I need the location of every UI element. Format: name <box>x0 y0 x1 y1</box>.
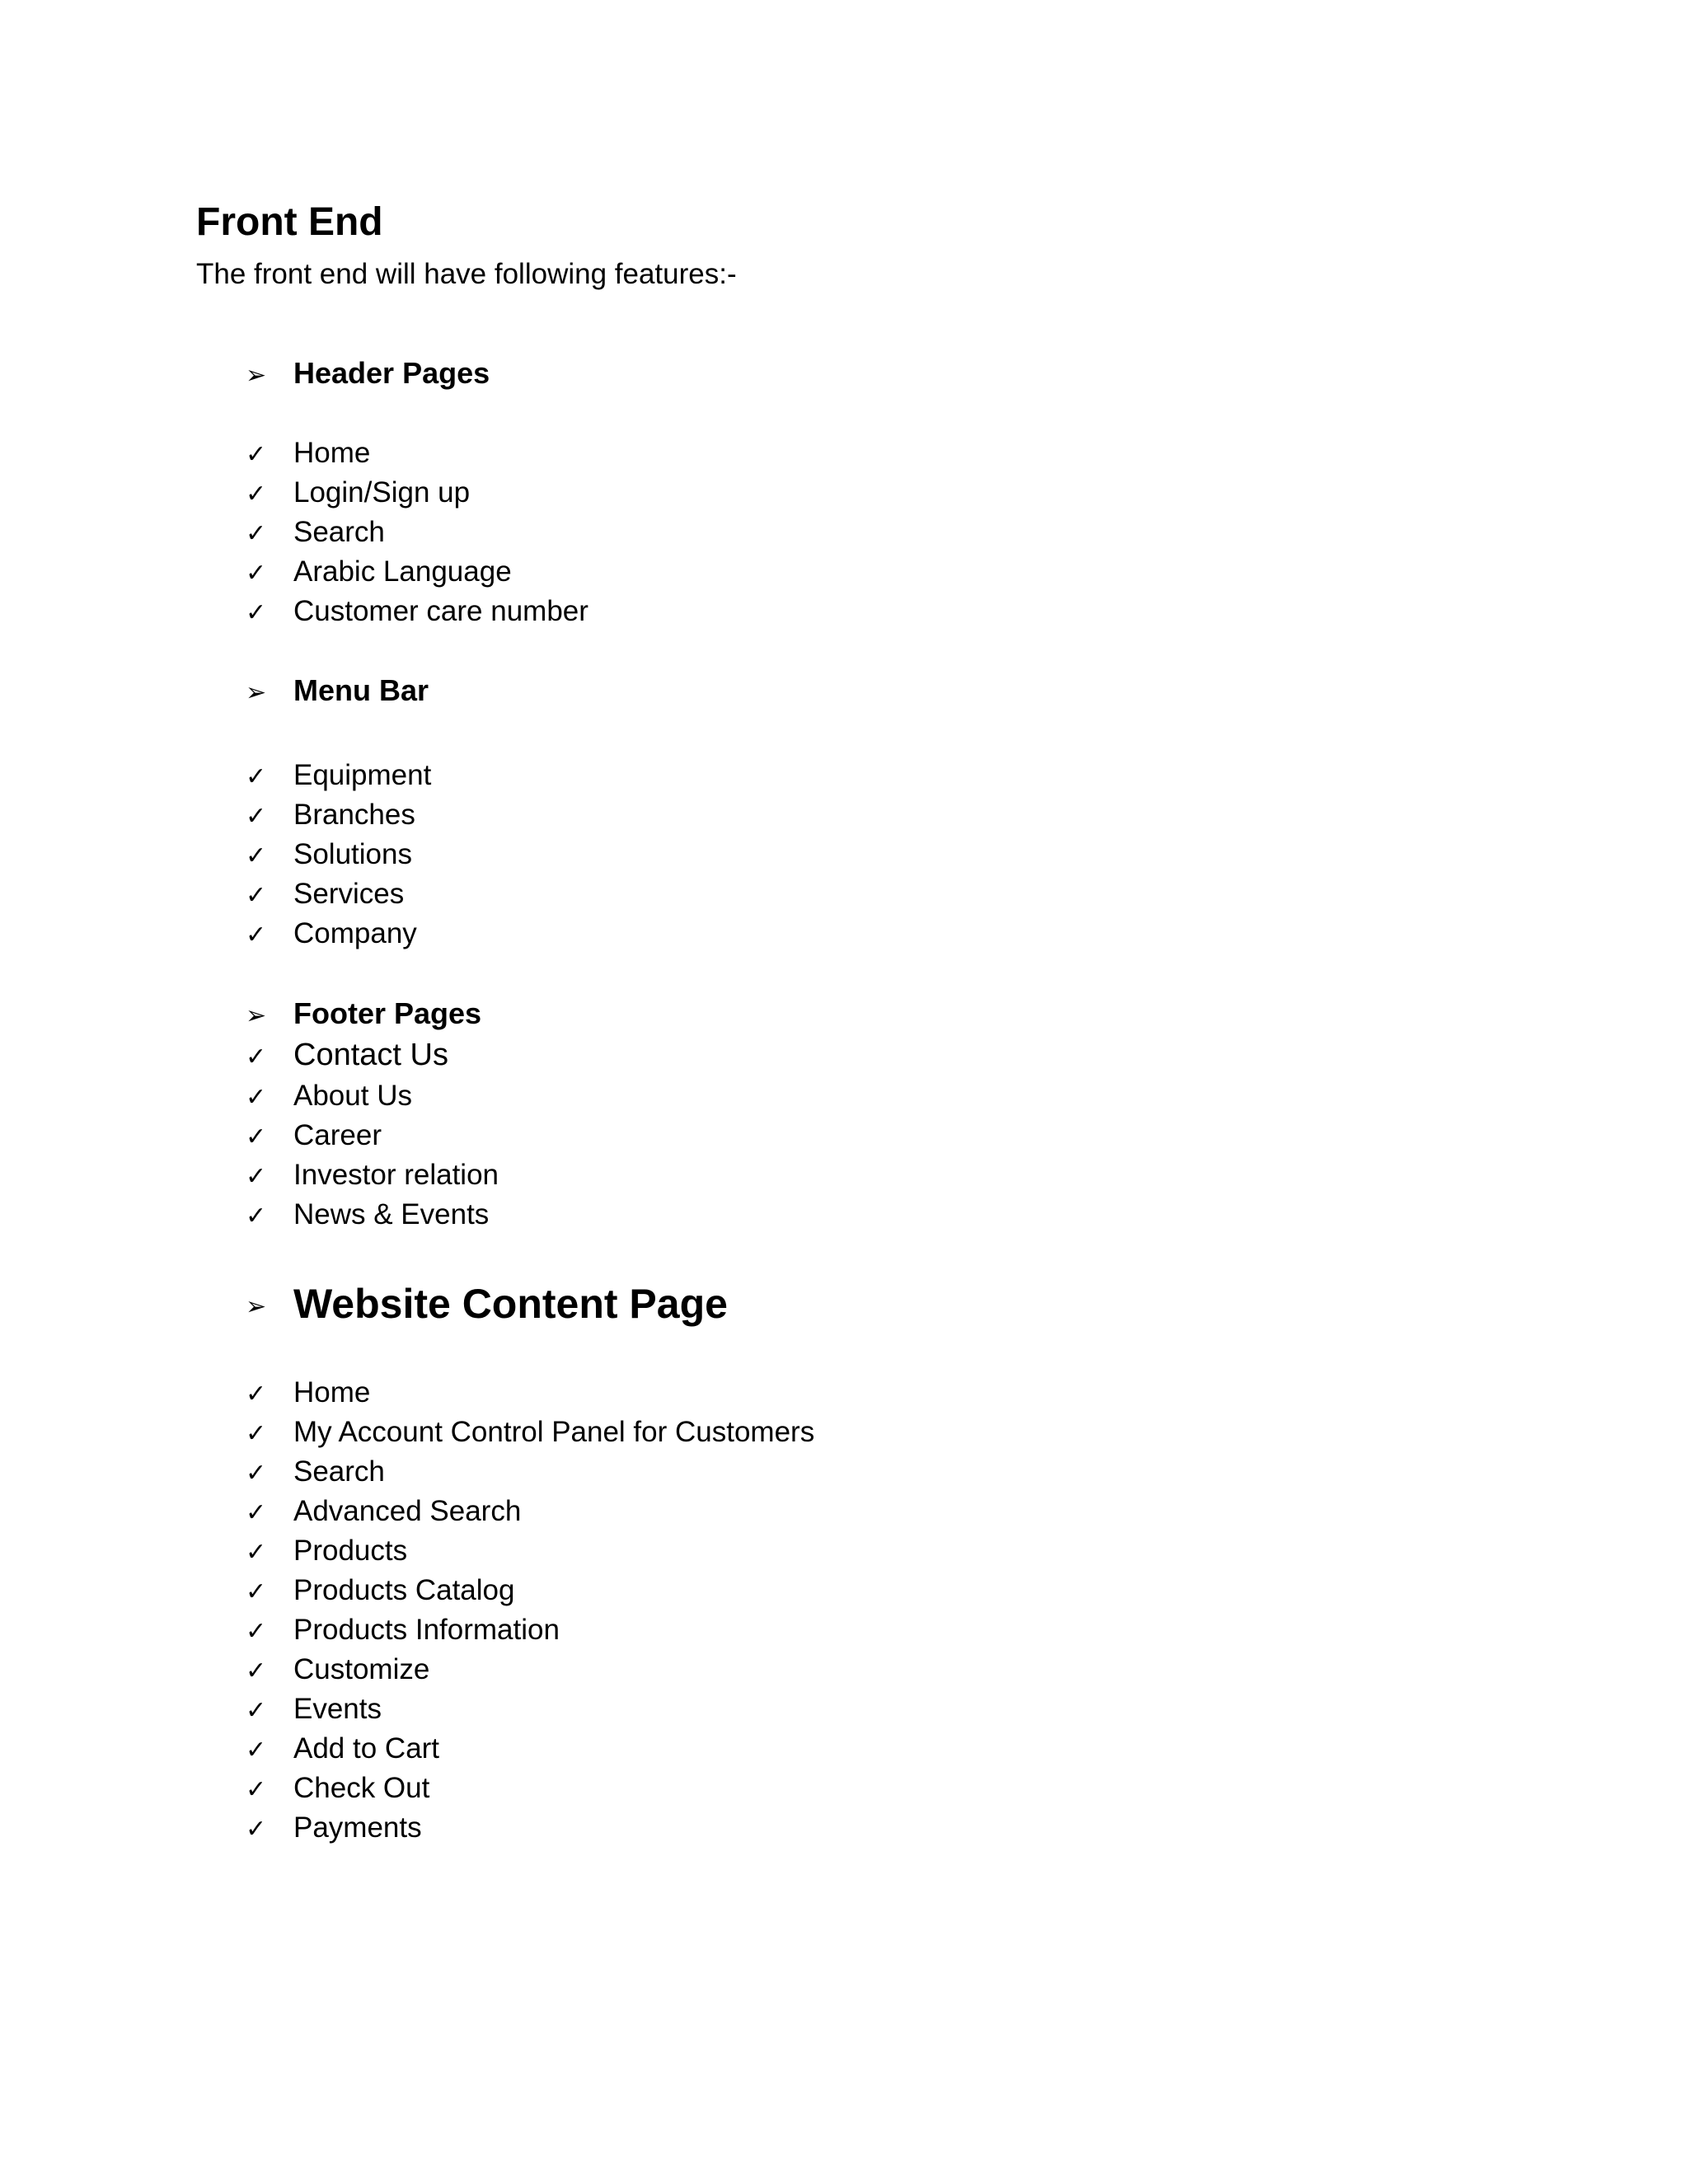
checkmark-icon: ✓ <box>246 1043 267 1071</box>
list-item: ✓ Arabic Language <box>246 552 588 592</box>
checkmark-icon: ✓ <box>246 1577 267 1606</box>
checkmark-icon: ✓ <box>246 1380 267 1408</box>
list-item: ✓ Check Out <box>246 1769 814 1808</box>
section-heading-label: Footer Pages <box>293 996 482 1030</box>
list-item: ✓ Customize <box>246 1650 814 1690</box>
checkmark-icon: ✓ <box>246 519 267 548</box>
checkmark-icon: ✓ <box>246 559 267 588</box>
list-item: ✓ Search <box>246 513 588 552</box>
list-item: ✓ News & Events <box>246 1195 499 1235</box>
checkmark-icon: ✓ <box>246 480 267 509</box>
list-item: ✓ Events <box>246 1690 814 1729</box>
section-heading <box>246 672 429 712</box>
checkmark-icon: ✓ <box>246 1538 267 1567</box>
checkmark-icon: ✓ <box>246 1657 267 1685</box>
checkmark-icon: ✓ <box>246 881 267 910</box>
list-item: ✓ Products Catalog <box>246 1571 814 1610</box>
checkmark-icon: ✓ <box>246 1696 267 1725</box>
list-item: ✓ Equipment <box>246 756 431 795</box>
checkmark-icon: ✓ <box>246 1498 267 1527</box>
checkmark-icon: ✓ <box>246 1202 267 1230</box>
checkmark-icon: ✓ <box>246 802 267 831</box>
list-item: ✓ Login/Sign up <box>246 473 588 513</box>
checkmark-icon: ✓ <box>246 1736 267 1765</box>
list-item: ✓ Investor relation <box>246 1155 499 1195</box>
section-heading-label: Menu Bar <box>293 673 429 707</box>
item-list <box>246 1373 814 1848</box>
list-item: ✓ About Us <box>246 1076 499 1116</box>
checkmark-icon: ✓ <box>246 1775 267 1804</box>
page-title: Front End <box>196 200 383 244</box>
checkmark-icon: ✓ <box>246 921 267 949</box>
list-item: ✓ Payments <box>246 1808 814 1848</box>
list-item: ✓ Search <box>246 1452 814 1492</box>
arrow-bullet-icon: ➢ <box>246 362 267 389</box>
arrow-bullet-icon: ➢ <box>246 1292 267 1320</box>
item-list <box>246 1035 499 1235</box>
list-item: ✓ Home <box>246 1373 814 1413</box>
checkmark-icon: ✓ <box>246 1122 267 1151</box>
list-item: ✓ Customer care number <box>246 592 588 631</box>
checkmark-icon: ✓ <box>246 1419 267 1448</box>
arrow-bullet-icon: ➢ <box>246 1002 267 1029</box>
checkmark-icon: ✓ <box>246 598 267 627</box>
item-list <box>246 434 588 631</box>
checkmark-icon: ✓ <box>246 1083 267 1112</box>
checkmark-icon: ✓ <box>246 1617 267 1646</box>
list-item: ✓ Products Information <box>246 1610 814 1650</box>
list-item: ✓ Branches <box>246 795 431 835</box>
list-item: ✓ Solutions <box>246 835 431 874</box>
arrow-bullet-icon: ➢ <box>246 679 267 706</box>
list-item: ✓ Advanced Search <box>246 1492 814 1531</box>
item-list <box>246 756 431 954</box>
section-heading <box>246 1277 728 1333</box>
checkmark-icon: ✓ <box>246 841 267 870</box>
section-heading <box>246 354 490 395</box>
list-item: ✓ Home <box>246 434 588 473</box>
checkmark-icon: ✓ <box>246 1815 267 1844</box>
list-item: ✓ Contact Us <box>246 1035 499 1076</box>
checkmark-icon: ✓ <box>246 1162 267 1191</box>
list-item: ✓ Add to Cart <box>246 1729 814 1769</box>
list-item: ✓ Products <box>246 1531 814 1571</box>
checkmark-icon: ✓ <box>246 1459 267 1488</box>
list-item: ✓ My Account Control Panel for Customers <box>246 1413 814 1452</box>
checkmark-icon: ✓ <box>246 762 267 791</box>
intro-text: The front end will have following features:- <box>196 258 737 290</box>
list-item: ✓ Career <box>246 1116 499 1155</box>
list-item: ✓ Services <box>246 874 431 914</box>
checkmark-icon: ✓ <box>246 440 267 469</box>
section-heading-label: Website Content Page <box>293 1281 728 1327</box>
list-item: ✓ Company <box>246 914 431 954</box>
section-heading <box>246 995 481 1035</box>
section-heading-label: Header Pages <box>293 356 490 390</box>
